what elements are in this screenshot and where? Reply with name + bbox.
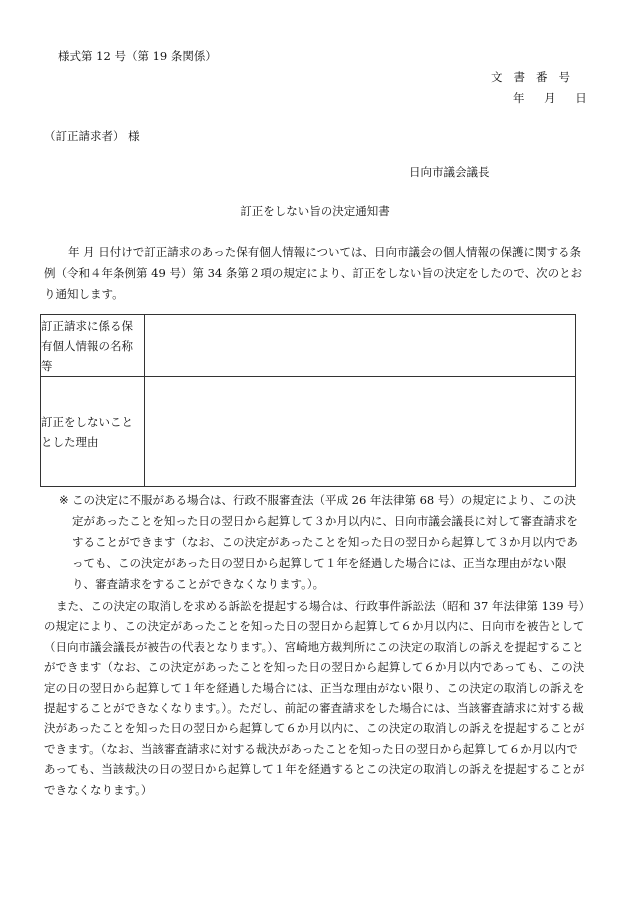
document-date-label: 年 月 日 bbox=[513, 91, 587, 105]
addressee: （訂正請求者） 様 bbox=[44, 129, 140, 143]
note-text: この決定に不服がある場合は、行政不服審査法（平成 26 年法律第 68 号）の規定により、この決定があったことを知った日の翌日から起算して３か月以内に、日向市議会議長に対して審査請求をすることができます（なお、この決定があったことを知った日の翌日から起算して３か月以内であっても、この決定があった日の翌日から起算して１年を経過した場合には、正当な理由がない限り、審査請求をすることができなくなります。）。 bbox=[72, 493, 578, 591]
table-row bbox=[41, 315, 576, 377]
table-row bbox=[41, 377, 576, 487]
note-item bbox=[44, 490, 586, 595]
info-table bbox=[40, 314, 576, 487]
table-row-label: 訂正をしないこととした理由 bbox=[41, 377, 145, 487]
table-row-value bbox=[145, 377, 576, 487]
note-mark: ※ bbox=[59, 493, 69, 507]
body-paragraph: 年 月 日付けで訂正請求のあった保有個人情報については、日向市議会の個人情報の保護に関する条例（令和４年条例第 49 号）第 34 条第２項の規定により、訂正をしない旨の決定をしたので、次のとおり通知します。 bbox=[44, 245, 583, 301]
table-row-label: 訂正請求に係る保有個人情報の名称等 bbox=[41, 315, 145, 377]
form-number: 様式第 12 号（第 19 条関係） bbox=[58, 49, 217, 63]
notes-section bbox=[44, 490, 586, 800]
table-row-value bbox=[145, 315, 576, 377]
document-number-label: 文書番号 bbox=[491, 70, 581, 84]
document-title: 訂正をしない旨の決定通知書 bbox=[240, 204, 390, 218]
note-paragraph: また、この決定の取消しを求める訴訟を提起する場合は、行政事件訴訟法（昭和 37 年法律第 139 号）の規定により、この決定があったことを知った日の翌日から起算して６か月以内に、日向市を被告として（日向市議会議長が被告の代表となります。）、宮崎地方裁判所にこの決定の取消しの訴えを提起することができます（なお、この決定があったことを知った日の翌日から起算して６か月以内であっても、この決定の日の翌日から起算して１年を経過した場合には、正当な理由がない限り、この決定の取消しの訴えを提起することができなくなります。）。ただし、前記の審査請求をした場合には、当該審査請求に対する裁決があったことを知った日の翌日から起算して６か月以内に、この決定の取消しの訴えを提起することができます。（なお、当該審査請求に対する裁決があったことを知った日の翌日から起算して６か月以内であっても、当該裁決の日の翌日から起算して１年を経過するとこの決定の取消しの訴えを提起することができなくなります。） bbox=[44, 599, 585, 797]
sender-name: 日向市議会議長 bbox=[409, 165, 490, 179]
